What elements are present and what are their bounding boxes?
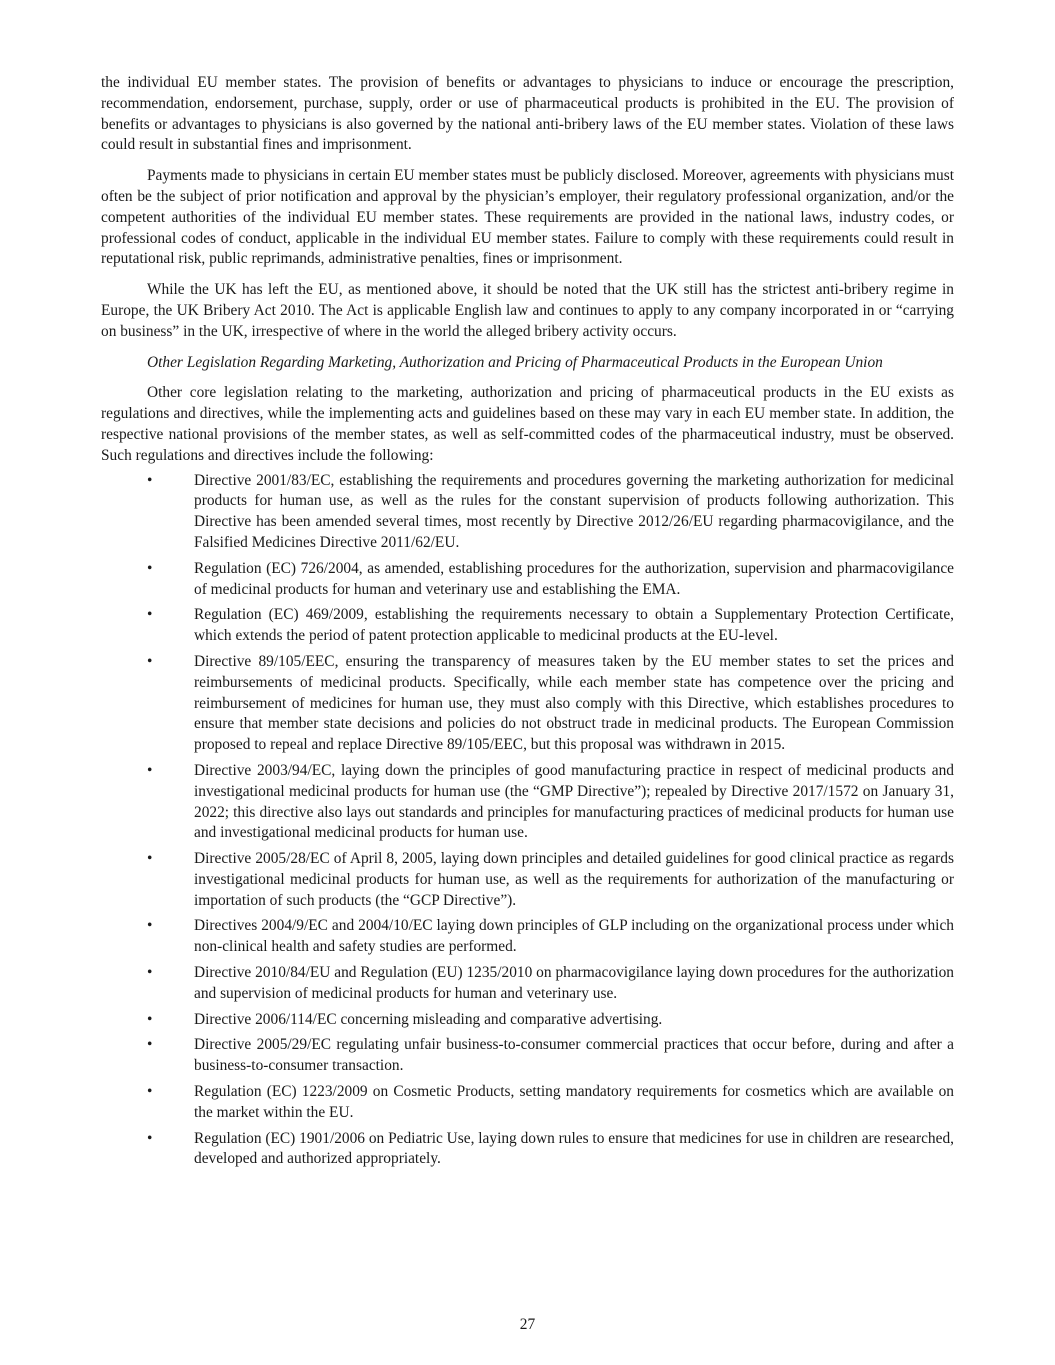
document-page [101, 73, 954, 1175]
paragraph-payments-disclosure: Payments made to physicians in certain EU member states must be publicly disclosed. Moreover, agreements with physicians must often be the subject of prior notification and approval by the physician’s employer, their regulatory professional organization, and/or the competent authorities of the individual EU member states. These requirements are provided in the national laws, industry codes, or professional codes of conduct, applicable in the individual EU member states. Failure to comply with these requirements could result in reputational risk, public reprimands, administrative penalties, fines or imprisonment. [101, 167, 954, 268]
list-item [101, 605, 954, 647]
list-item-text: Directive 2001/83/EC, establishing the requirements and procedures governing the marketing authorization for medicinal products for human use, as well as the rules for the constant supervision of products following authorization. This Directive has been amended several times, most recently by Directive 2012/26/EU regarding pharmacovigilance, and the Falsified Medicines Directive 2011/62/EU. [194, 471, 954, 551]
list-item [101, 1082, 954, 1124]
list-item-text: Directive 2005/29/EC regulating unfair business-to-consumer commercial practices that occur before, during and after a business-to-consumer transaction. [194, 1036, 954, 1075]
bullet-icon: • [147, 1129, 153, 1147]
bullet-icon: • [147, 850, 153, 868]
paragraph-eu-benefits: the individual EU member states. The provision of benefits or advantages to physicians to induce or encourage the prescription, recommendation, endorsement, purchase, supply, order or use of pharmaceutical products is prohibited in the EU. The provision of benefits or advantages to physicians is also governed by the national anti-bribery laws of the EU member states. Violation of these laws could result in substantial fines and imprisonment. [101, 74, 954, 154]
list-item-text: Directive 2010/84/EU and Regulation (EU) 1235/2010 on pharmacovigilance laying down procedures for the authorization and supervision of medicinal products for human and veterinary use. [194, 964, 954, 1002]
list-item [101, 849, 954, 911]
legislation-list [101, 471, 954, 1171]
list-item-text: Regulation (EC) 726/2004, as amended, establishing procedures for the authorization, supervision and pharmacovigilance of medicinal products for human and veterinary use and establishing the EMA. [194, 559, 954, 598]
list-item-text: Directive 2006/114/EC concerning misleading and comparative advertising. [194, 1010, 663, 1028]
list-item-text: Directive 2003/94/EC, laying down the principles of good manufacturing practice in respect of medicinal products and investigational medicinal products for human use (the “GMP Directive”); repealed by Directive 2017/1572 on January 31, 2022; this directive also lays out standards and principles for manufacturing practices of medicinal products for human use and investigational medicinal products for human use. [194, 761, 954, 842]
bullet-icon: • [147, 917, 153, 935]
list-item [101, 652, 954, 756]
bullet-icon: • [147, 471, 153, 489]
list-item [101, 761, 954, 844]
list-item [101, 471, 954, 554]
list-item [101, 559, 954, 601]
list-item [101, 916, 954, 958]
paragraph-other-legislation: Other core legislation relating to the marketing, authorization and pricing of pharmaceutical products in the EU exists as regulations and directives, while the implementing acts and guidelines based on these may vary in each EU member state. In addition, the respective national provisions of the member states, as well as self-committed codes of the pharmaceutical industry, must be observed. Such regulations and directives include the following: [101, 384, 954, 464]
bullet-icon: • [147, 964, 153, 982]
list-item-text: Directives 2004/9/EC and 2004/10/EC laying down principles of GLP including on the organizational process under which non-clinical health and safety studies are performed. [194, 917, 954, 956]
bullet-icon: • [147, 1036, 153, 1054]
bullet-icon: • [147, 559, 153, 577]
bullet-icon: • [147, 761, 153, 779]
bullet-icon: • [147, 652, 153, 670]
section-subheading: Other Legislation Regarding Marketing, Authorization and Pricing of Pharmaceutical Products in the European Union [147, 353, 883, 371]
page-number: 27 [519, 1316, 536, 1333]
list-item [101, 1129, 954, 1171]
bullet-icon: • [147, 606, 153, 624]
list-item-text: Directive 89/105/EEC, ensuring the transparency of measures taken by the EU member states to set the prices and reimbursements of medicinal products. Specifically, while each member state has competence over the pricing and reimbursement of medicines for human use, they must also comply with this Directive, which establishes procedures to ensure that member state decisions and policies do not obstruct trade in medicinal products. The European Commission proposed to repeal and replace Directive 89/105/EEC, but this proposal was withdrawn in 2015. [194, 652, 954, 754]
list-item-text: Regulation (EC) 469/2009, establishing the requirements necessary to obtain a Supplementary Protection Certificate, which extends the period of patent protection applicable to medicinal products at the EU-level. [194, 606, 954, 645]
bullet-icon: • [147, 1010, 153, 1028]
paragraph-uk-bribery-act: While the UK has left the EU, as mentioned above, it should be noted that the UK still has the strictest anti-bribery regime in Europe, the UK Bribery Act 2010. The Act is applicable English law and continues to apply to any company incorporated in or “carrying on business” in the UK, irrespective of where in the world the alleged bribery activity occurs. [101, 281, 954, 340]
list-item-text: Regulation (EC) 1901/2006 on Pediatric Use, laying down rules to ensure that medicines for use in children are researched, developed and authorized appropriately. [194, 1129, 954, 1168]
list-item [101, 1035, 954, 1077]
list-item-text: Directive 2005/28/EC of April 8, 2005, laying down principles and detailed guidelines for good clinical practice as regards investigational medicinal products for human use, as well as the requirements for authorization of the manufacturing or importation of such products (the “GCP Directive”). [194, 850, 954, 909]
bullet-icon: • [147, 1083, 153, 1101]
list-item [101, 1010, 954, 1031]
list-item-text: Regulation (EC) 1223/2009 on Cosmetic Products, setting mandatory requirements for cosmetics which are available on the market within the EU. [194, 1083, 954, 1121]
list-item [101, 963, 954, 1005]
